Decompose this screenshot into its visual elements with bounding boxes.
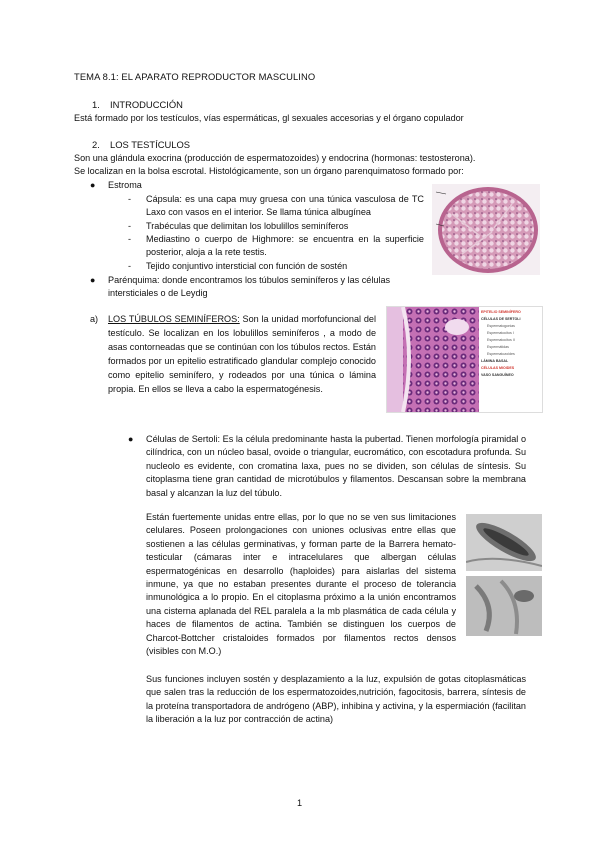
estroma-item-capsula: Cápsula: es una capa muy gruesa con una túnica vasculosa de TC Laxo con vasos en el interior. Se llama túnica albugínea	[146, 194, 424, 217]
testis-histology-image	[432, 184, 540, 275]
legend-item: Espermatogonias	[487, 324, 515, 328]
dash-icon: -	[128, 261, 132, 271]
dash-icon: -	[128, 221, 132, 231]
legend-item: Espermatozoides	[487, 352, 515, 356]
legend-title: EPITELIO SEMINÍFERO	[481, 310, 521, 314]
sertoli-micrograph-icon	[466, 576, 542, 636]
sertoli-micrograph-1	[466, 514, 542, 571]
section-1-text: Está formado por los testículos, vías espermáticas, gl sexuales accesorias y el órgano copulador	[74, 113, 464, 123]
estroma-item-tejido: Tejido conjuntivo intersticial con función de sostén	[146, 261, 348, 271]
tubulos-heading: LOS TÚBULOS SEMINÍFEROS:	[108, 314, 240, 324]
section-2-intro-2: Se localizan en la bolsa escrotal. Histológicamente, son un órgano parenquimatoso formado por:	[74, 166, 464, 176]
figure-legend	[481, 307, 542, 413]
parenquima-text: Parénquima: donde encontramos los túbulos seminíferos y las células intersticiales o de Leydig	[108, 275, 391, 298]
epithelium-micrograph-icon	[387, 307, 479, 412]
sertoli-paragraph-3: Sus funciones incluyen sostén y desplazamiento a la luz, expulsión de gotas citoplasmáticas que salen tras la reducción de los espermatozoides,nutrición, fagocitosis, barrera, síntesis de la proteína transportadora de andrógeno (ABP), inhibina y activina, y la espermiación (facilitan la liberación a la luz por contracción de actina)	[146, 674, 526, 725]
sertoli-paragraph-1: Células de Sertoli: Es la célula predominante hasta la pubertad. Tienen morfología piramidal o cilíndrica, con un núcleo basal, ovoide o triangular, eucromático, con escotadura profunda. Su nucleolo es evidente, con cromatina laxa, pues no se dividen, son células de síntesis. Su citoplasma tiene gran cantidad de microtúbulos y filamentos. Descansan sobre la membrana basal y alcanzan la luz del túbulo.	[146, 434, 526, 498]
bullet-icon: ●	[90, 275, 96, 285]
legend-item: VASO SANGUÍNEO	[481, 373, 514, 377]
section-1-heading: 1. INTRODUCCIÓN	[92, 99, 183, 110]
estroma-item-trabeculas: Trabéculas que delimitan los lobulillos seminíferos	[146, 221, 349, 231]
page-number: 1	[297, 798, 303, 808]
legend-item: Espermatocitos II	[487, 338, 515, 342]
bullet-icon: ●	[128, 434, 134, 444]
dash-icon: -	[128, 194, 132, 204]
sertoli-paragraph-2: Están fuertemente unidas entre ellas, por lo que no se ven sus limitaciones celulares. Poseen prolongaciones con uniones oclusivas entre ellas que sostienen a las células germinativas, y forman parte de la Barrera hemato-testicular (cámaras inter e intracelulares que albergan células espermatogénicas en desarrollo (haploides) para aislarlas del sistema inmune, ya que no estaban presentes durante el proceso de tolerancia inmunológica a lo propio. En el citoplasma próximo a la unión encontramos una cisterna aplanada del REL paralela a la mb plasmática de cada célula y haces de filamentos de actina. También se distinguen los cuerpos de Charcot-Bottcher cristaloides formados por filamentos rectos densos (visibles con M.O.)	[146, 512, 456, 657]
legend-item: Espermatocitos I	[487, 331, 514, 335]
legend-item: CÉLULAS DE SERTOLI	[481, 317, 521, 321]
seminiferous-epithelium-figure	[386, 306, 543, 413]
page-title: TEMA 8.1: EL APARATO REPRODUCTOR MASCULINO	[74, 71, 316, 82]
legend-item: Espermátidas	[487, 345, 509, 349]
dash-icon: -	[128, 234, 132, 244]
tubulos-paragraph: LOS TÚBULOS SEMINÍFEROS: Son la unidad morfofuncional del testículo. Se localizan en los lobulillos seminíferos , a modo de asas contorneadas que se continúan con los túbulos rectos. Están formados por un epitelio estratificado glandular complejo conocido como epitelio seminífero, y rodeados por una túnica o lámina propia. En ellos se lleva a cabo la espermatogénesis.	[108, 314, 376, 394]
section-2-intro-1: Son una glándula exocrina (producción de espermatozoides) y endocrina (hormonas: testosterona).	[74, 153, 476, 163]
section-2-heading: 2. LOS TESTÍCULOS	[92, 139, 191, 150]
testis-section-icon	[432, 184, 540, 275]
estroma-label: Estroma	[108, 180, 142, 190]
sertoli-micrograph-icon	[466, 514, 542, 571]
legend-item: LÁMINA BASAL	[481, 359, 509, 363]
estroma-item-mediastino: Mediastino o cuerpo de Highmore: se encuentra en la superficie posterior, aloja a la rete testis.	[146, 234, 424, 257]
legend-item: CÉLULAS MIOIDES	[481, 366, 515, 370]
sertoli-micrograph-2	[466, 576, 542, 636]
tubulos-marker: a)	[90, 314, 99, 324]
bullet-icon: ●	[90, 180, 96, 190]
